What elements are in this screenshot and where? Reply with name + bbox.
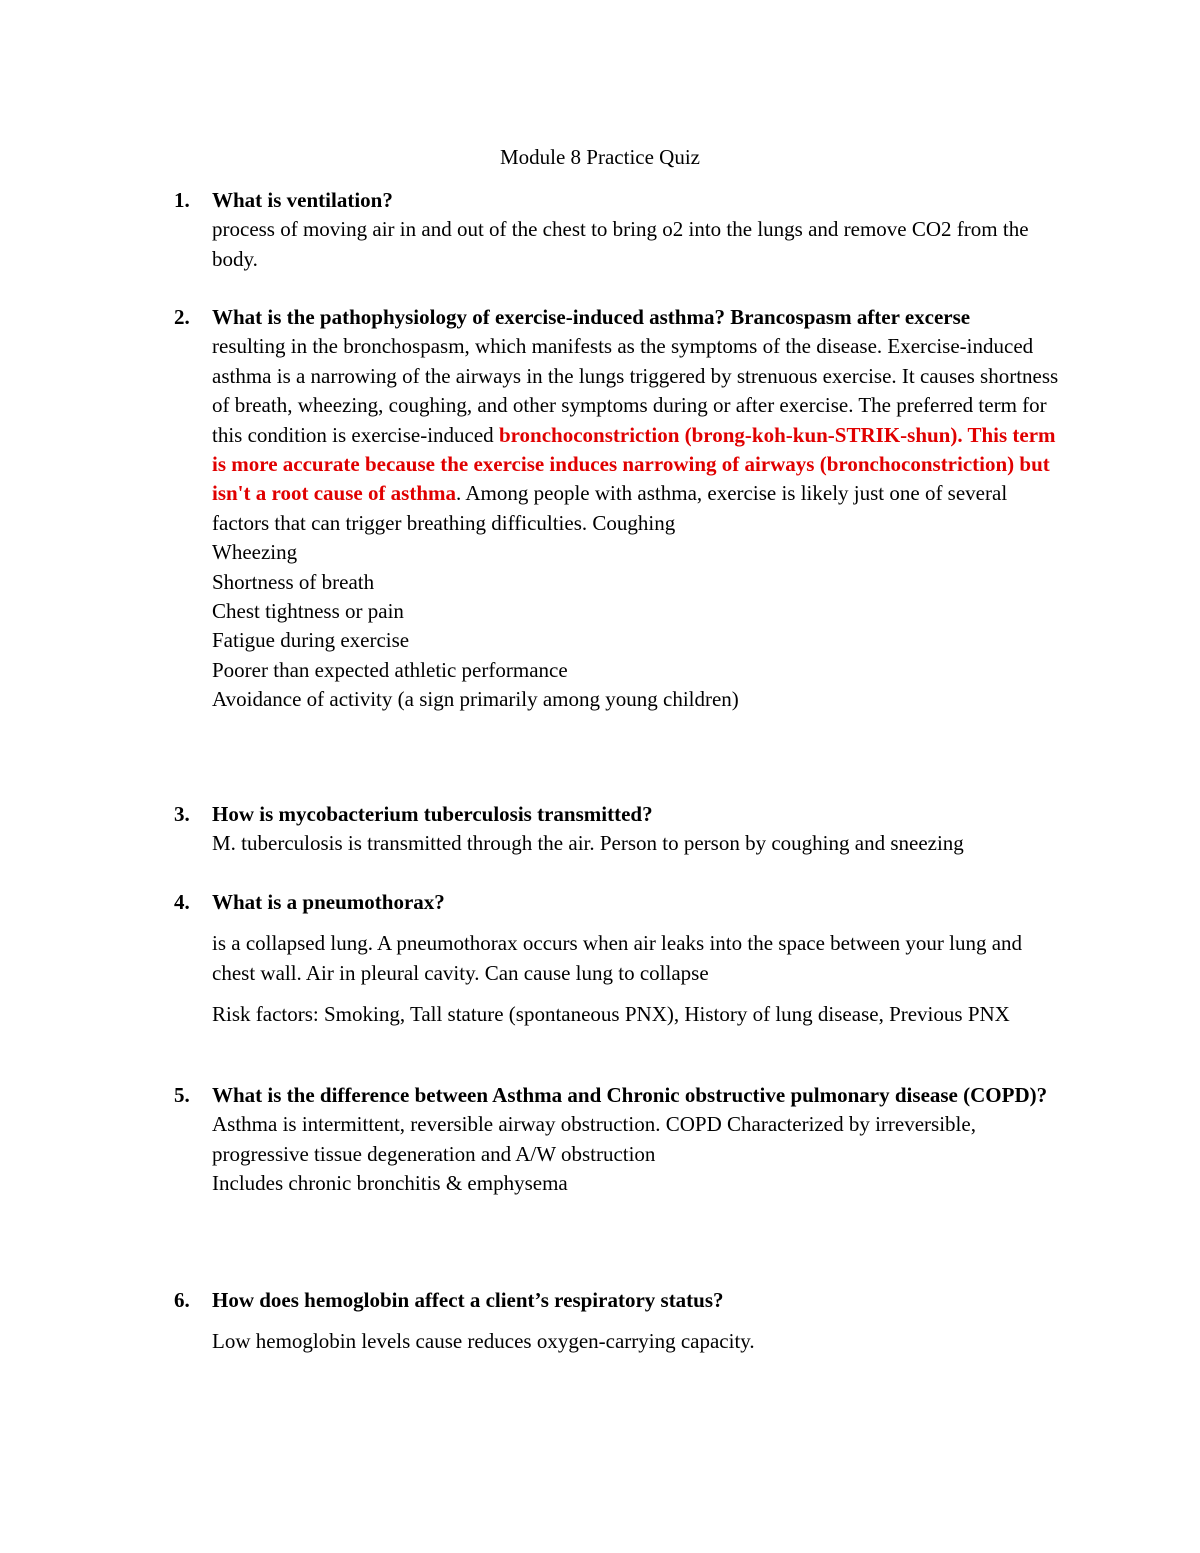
question-number: 2. <box>174 305 190 329</box>
question-number: 4. <box>174 890 190 914</box>
answer-text-tail: . Among people with asthma, exercise is likely just one of several factors that can trigger breathing difficulties. Coughing <box>212 481 1008 535</box>
highlighted-answer-text: bronchoconstriction (brong-koh-kun-STRIK-shun). This term is more accurate because the exercise induces narrowing of airways (bronchoconstriction) but isn't a root cause of asthma <box>212 422 1056 506</box>
question-1 <box>174 186 1064 274</box>
answer-text: Asthma is intermittent, reversible airway obstruction. COPD Characterized by irreversible, progressive tissue degeneration and A/W obstruction <box>212 1112 976 1166</box>
question-number: 6. <box>174 1288 190 1312</box>
question-2 <box>174 303 1064 715</box>
symptom-item: Fatigue during exercise <box>212 628 410 653</box>
page-title: Module 8 Practice Quiz <box>499 145 701 169</box>
answer-text: is a collapsed lung. A pneumothorax occurs when air leaks into the space between your lung and chest wall. Air in pleural cavity. Can cause lung to collapse <box>212 931 1023 985</box>
symptom-item: Chest tightness or pain <box>212 599 404 624</box>
question-number: 1. <box>174 188 190 212</box>
symptom-item: Shortness of breath <box>212 569 375 594</box>
question-number: 5. <box>174 1083 190 1107</box>
answer-text: M. tuberculosis is transmitted through the air. Person to person by coughing and sneezing <box>212 831 964 856</box>
answer-paragraph <box>212 332 1064 538</box>
question-6 <box>174 1286 1064 1357</box>
question-text: How does hemoglobin affect a client’s respiratory status? <box>212 1288 724 1312</box>
question-text: What is ventilation? <box>212 188 393 212</box>
answer-text: resulting in the bronchospasm, which manifests as the symptoms of the disease. Exercise-induced asthma is a narrowing of the airways in the lungs triggered by strenuous exercise. It causes shortness of breath, wheezing, coughing, and other symptoms during or after exercise. The preferred term for this condition is exercise-induced <box>212 334 1059 447</box>
symptom-item: Wheezing <box>212 540 298 565</box>
symptom-item: Avoidance of activity (a sign primarily among young children) <box>212 687 739 712</box>
answer-text: Low hemoglobin levels cause reduces oxygen-carrying capacity. <box>212 1329 755 1354</box>
risk-factors-text: Risk factors: Smoking, Tall stature (spontaneous PNX), History of lung disease, Previous PNX <box>212 1002 1010 1027</box>
question-5 <box>174 1081 1064 1199</box>
question-3 <box>174 800 1064 859</box>
symptom-item: Poorer than expected athletic performance <box>212 657 568 682</box>
question-text: What is the difference between Asthma and Chronic obstructive pulmonary disease (COPD)? <box>212 1083 1048 1107</box>
question-text: What is the pathophysiology of exercise-induced asthma? Brancospasm after excerse <box>212 305 971 329</box>
question-number: 3. <box>174 802 190 826</box>
question-4 <box>174 888 1064 1030</box>
answer-text: process of moving air in and out of the chest to bring o2 into the lungs and remove CO2 from the body. <box>212 217 1029 271</box>
question-text: How is mycobacterium tuberculosis transmitted? <box>212 802 653 826</box>
answer-text-extra: Includes chronic bronchitis & emphysema <box>212 1171 568 1196</box>
question-text: What is a pneumothorax? <box>212 890 445 914</box>
